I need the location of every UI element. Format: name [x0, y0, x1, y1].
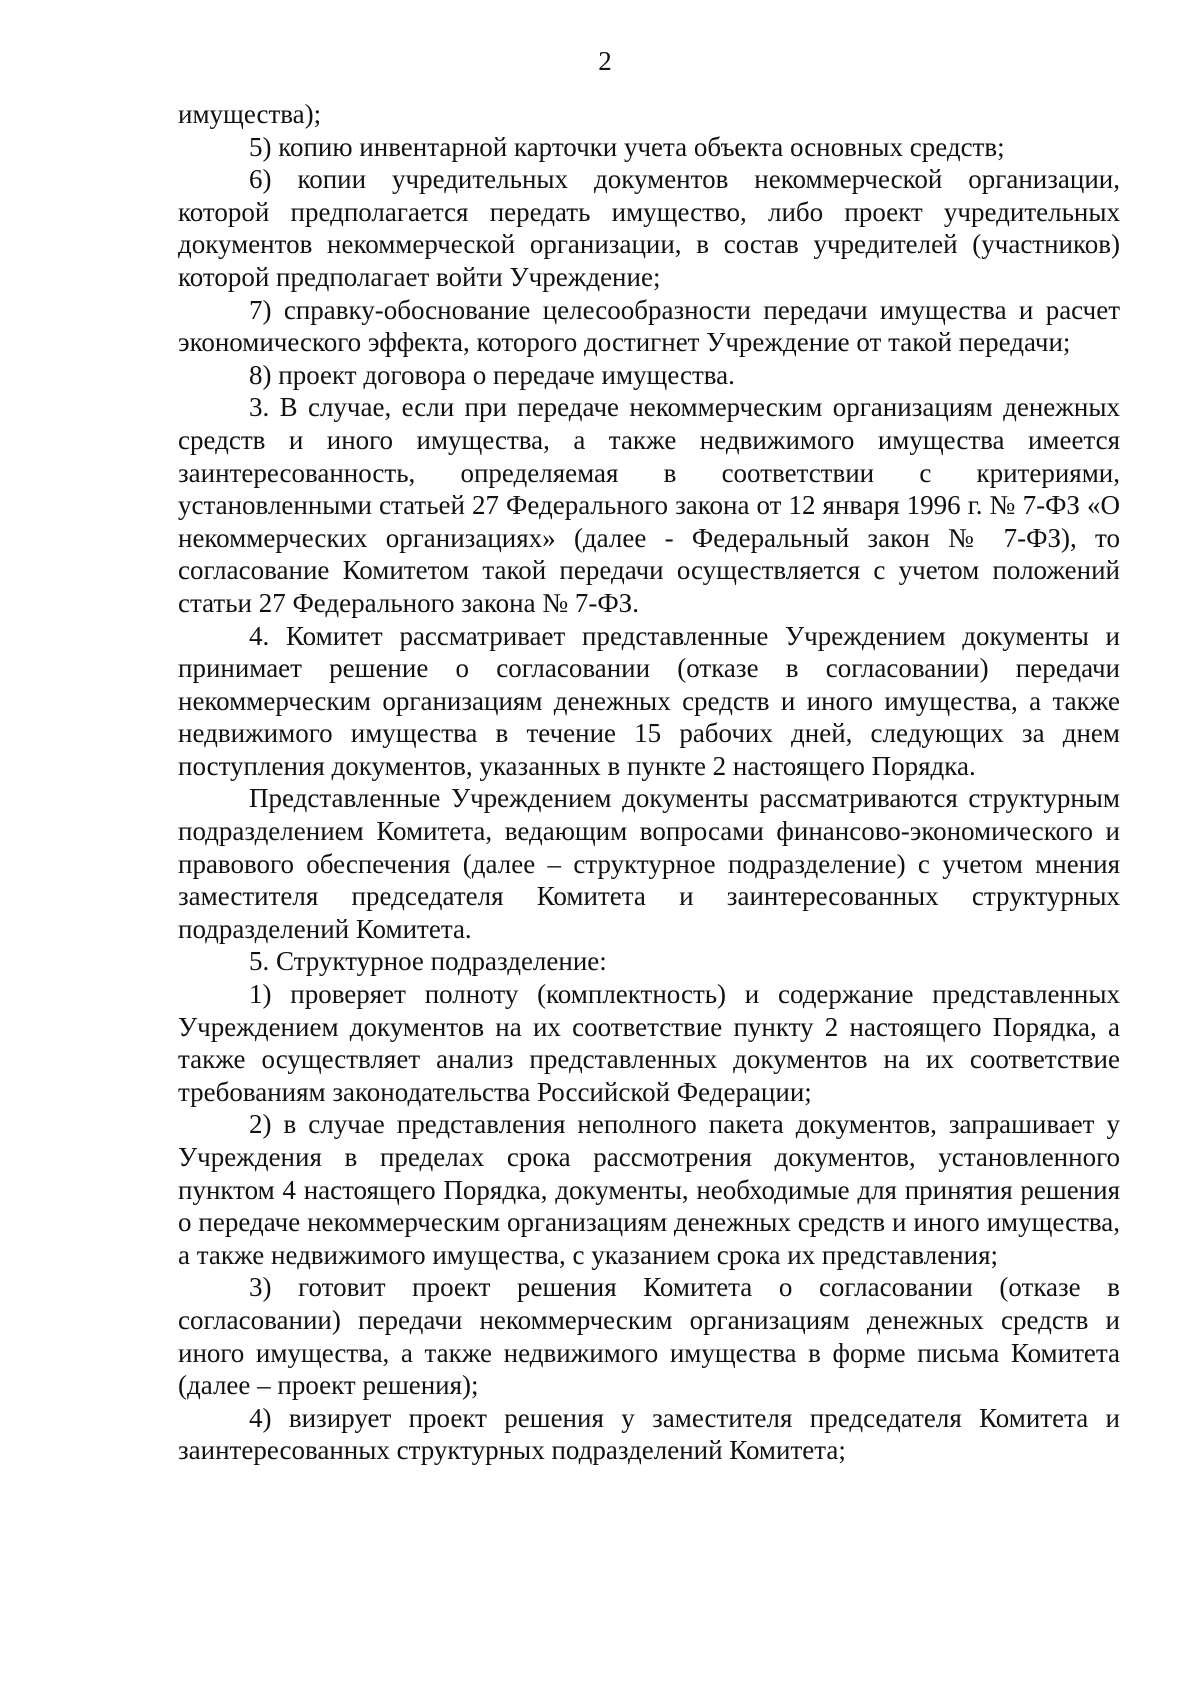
paragraph-section-3: 3. В случае, если при передаче некоммерческим организациям денежных средств и иного имущества, а также недвижимого имущества имеется заинтересованность, определяемая в соответствии с критериями, установленными статьей 27 Федерального закона от 12 января 1996 г. № 7-ФЗ «О некоммерческих организациях» (далее - Федеральный закон № 7-ФЗ), то согласование Комитетом такой передачи осуществляется с учетом положений статьи 27 Федерального закона № 7-ФЗ. — [178, 392, 1120, 618]
paragraph-section-4: 4. Комитет рассматривает представленные Учреждением документы и принимает решение о согласовании (отказе в согласовании) передачи некоммерческим организациям денежных средств и иного имущества, а также недвижимого имущества в течение 15 рабочих дней, следующих за днем поступления документов, указанных в пункте 2 настоящего Порядка. — [178, 620, 1120, 781]
document-body — [178, 98, 1120, 1467]
paragraph-item-7: 7) справку-обоснование целесообразности передачи имущества и расчет экономического эффекта, которого достигнет Учреждение от такой передачи; — [178, 294, 1120, 358]
paragraph-section-5-item-4: 4) визирует проект решения у заместителя председателя Комитета и заинтересованных структурных подразделений Комитета; — [178, 1402, 1120, 1466]
paragraph-section-5: 5. Структурное подразделение: — [249, 946, 607, 977]
paragraph-item-5: 5) копию инвентарной карточки учета объекта основных средств; — [249, 131, 1005, 162]
paragraph-section-5-item-3: 3) готовит проект решения Комитета о согласовании (отказе в согласовании) передачи некоммерческим организациям денежных средств и иного имущества, а также недвижимого имущества в форме письма Комитета (далее – проект решения); — [178, 1272, 1120, 1401]
page-number-text: 2 — [598, 46, 612, 76]
paragraph-section-4-continued: Представленные Учреждением документы рассматриваются структурным подразделением Комитета, ведающим вопросами финансово-экономического и правового обеспечения (далее – структурное подразделение) с учетом мнения заместителя председателя Комитета и заинтересованных структурных подразделений Комитета. — [178, 783, 1120, 944]
page-number — [0, 45, 1200, 77]
paragraph-section-5-item-1: 1) проверяет полноту (комплектность) и содержание представленных Учреждением документов на их соответствие пункту 2 настоящего Порядка, а также осуществляет анализ представленных документов на их соответствие требованиям законодательства Российской Федерации; — [178, 979, 1120, 1107]
paragraph-item-6: 6) копии учредительных документов некоммерческой организации, которой предполагается передать имущество, либо проект учредительных документов некоммерческой организации, в состав учредителей (участников) которой предполагает войти Учреждение; — [178, 164, 1120, 292]
paragraph-item-8: 8) проект договора о передаче имущества. — [249, 359, 735, 390]
paragraph-continuation: имущества); — [178, 99, 322, 129]
paragraph-section-5-item-2: 2) в случае представления неполного пакета документов, запрашивает у Учреждения в пределах срока рассмотрения документов, установленного пунктом 4 настоящего Порядка, документы, необходимые для принятия решения о передаче некоммерческим организациям денежных средств и иного имущества, а также недвижимого имущества, с указанием срока их представления; — [178, 1109, 1120, 1270]
